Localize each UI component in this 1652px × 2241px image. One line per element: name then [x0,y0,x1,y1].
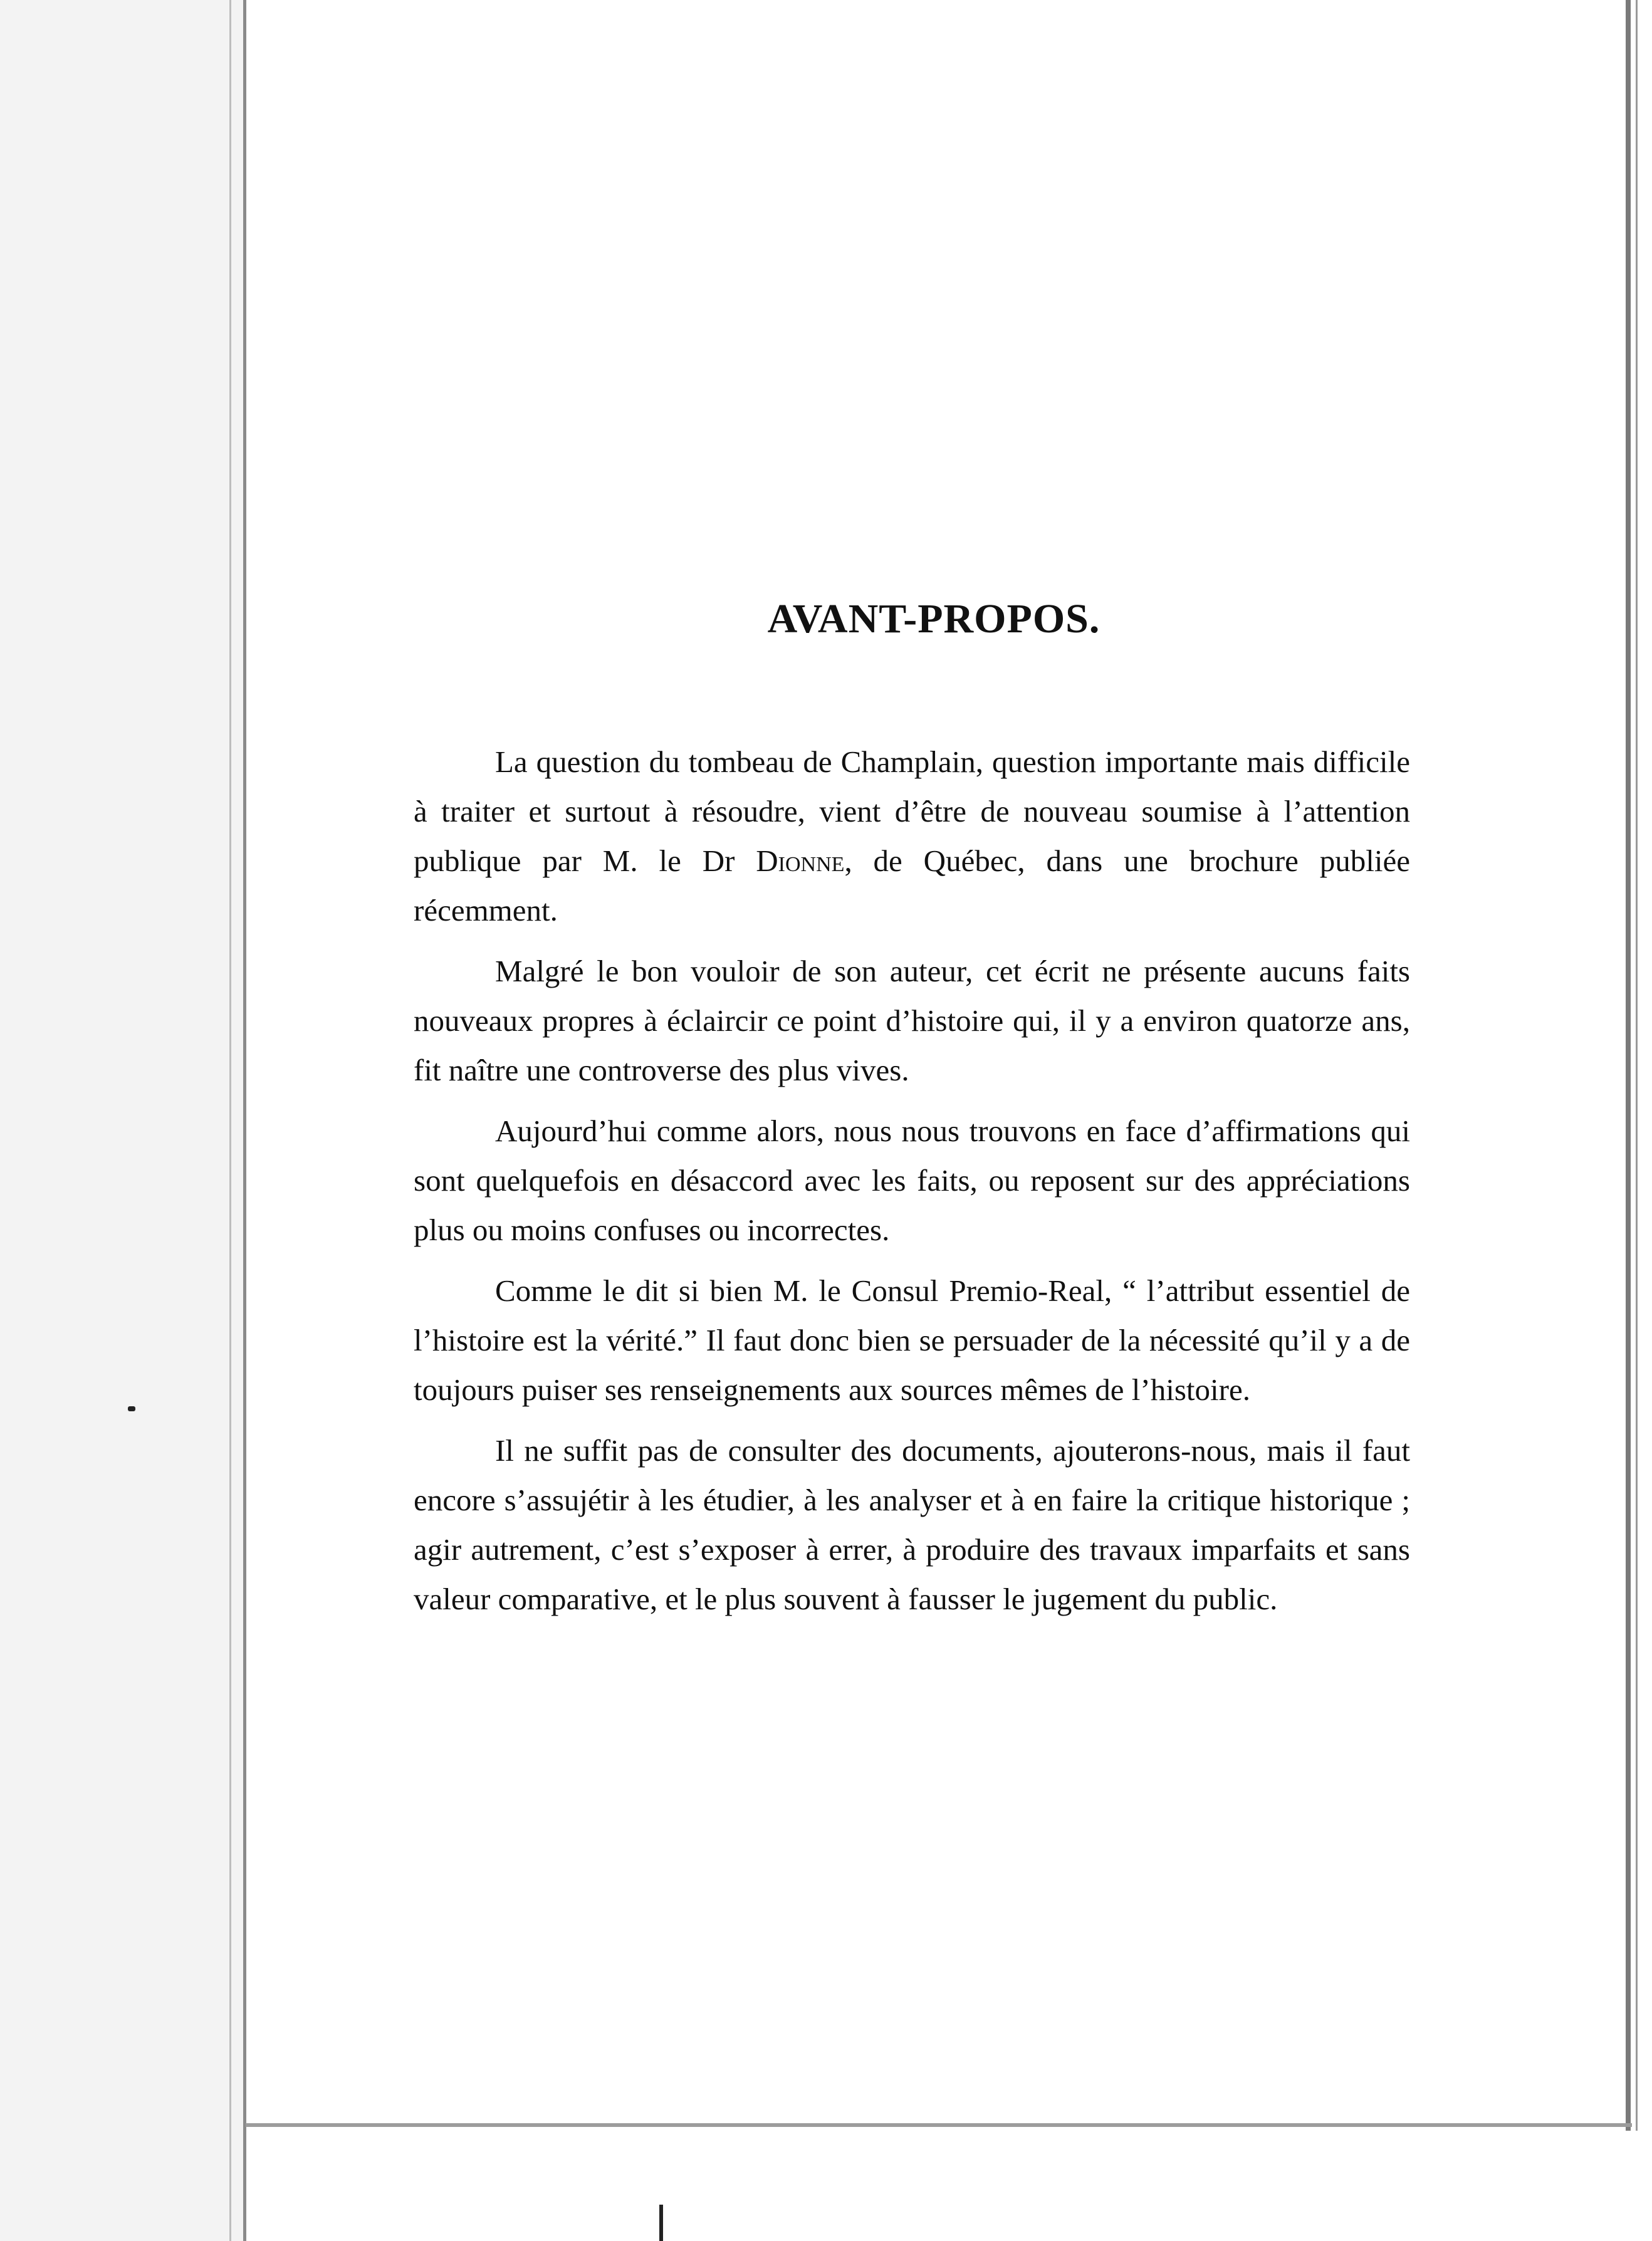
paragraph-4: Comme le dit si bien M. le Consul Premio-Real, “ l’attribut essentiel de l’histoire est la vérité.” Il faut donc bien se persuader de la nécessité qu’il y a de toujours puiser ses renseignements aux sources mêmes de l’histoire. [414,1273,1410,1407]
book-spine-line [229,0,231,2241]
paragraph-5: Il ne suffit pas de consulter des documents, ajouterons-nous, mais il faut encore s’assujétir à les étudier, à les analyser et à en faire la critique historique ; agir autrement, c’est s’exposer à errer, à produire des travaux imparfaits et sans valeur comparative, et le plus souvent à fausser le jugement du public. [414,1433,1410,1616]
document-page [414,595,1410,1635]
scan-artifact-mark [659,2205,663,2241]
margin-speck [128,1406,135,1411]
paragraph-1-text-after: , de Québec, dans une brochure publiée récemment. [414,844,1410,927]
page-bottom-edge [246,2123,1632,2127]
page-right-edge-shadow [1636,0,1638,2131]
paragraph-3: Aujourd’hui comme alors, nous nous trouvons en face d’affirmations qui sont quelquefois en désaccord avec les faits, ou reposent sur des appréciations plus ou moins confuses ou incorrectes. [414,1114,1410,1247]
paragraph-2: Malgré le bon vouloir de son auteur, cet écrit ne présente aucuns faits nouveaux propres à éclaircir ce point d’histoire qui, il y a environ quatorze ans, fit naître une controverse des plus vives. [414,954,1410,1087]
paragraph-1 [414,737,1410,935]
page-title: AVANT-PROPOS. [767,596,1100,642]
page-right-edge [1626,0,1631,2131]
facing-page-edge [0,0,244,2241]
author-name-dionne: Dionne [756,844,845,878]
paragraph-1-text-before: La question du tombeau de Champlain, question importante mais difficile à traiter et surtout à résoudre, vient d’être de nouveau soumise à l’attention publique par M. le Dr [414,744,1410,878]
book-gutter-line [243,0,246,2241]
